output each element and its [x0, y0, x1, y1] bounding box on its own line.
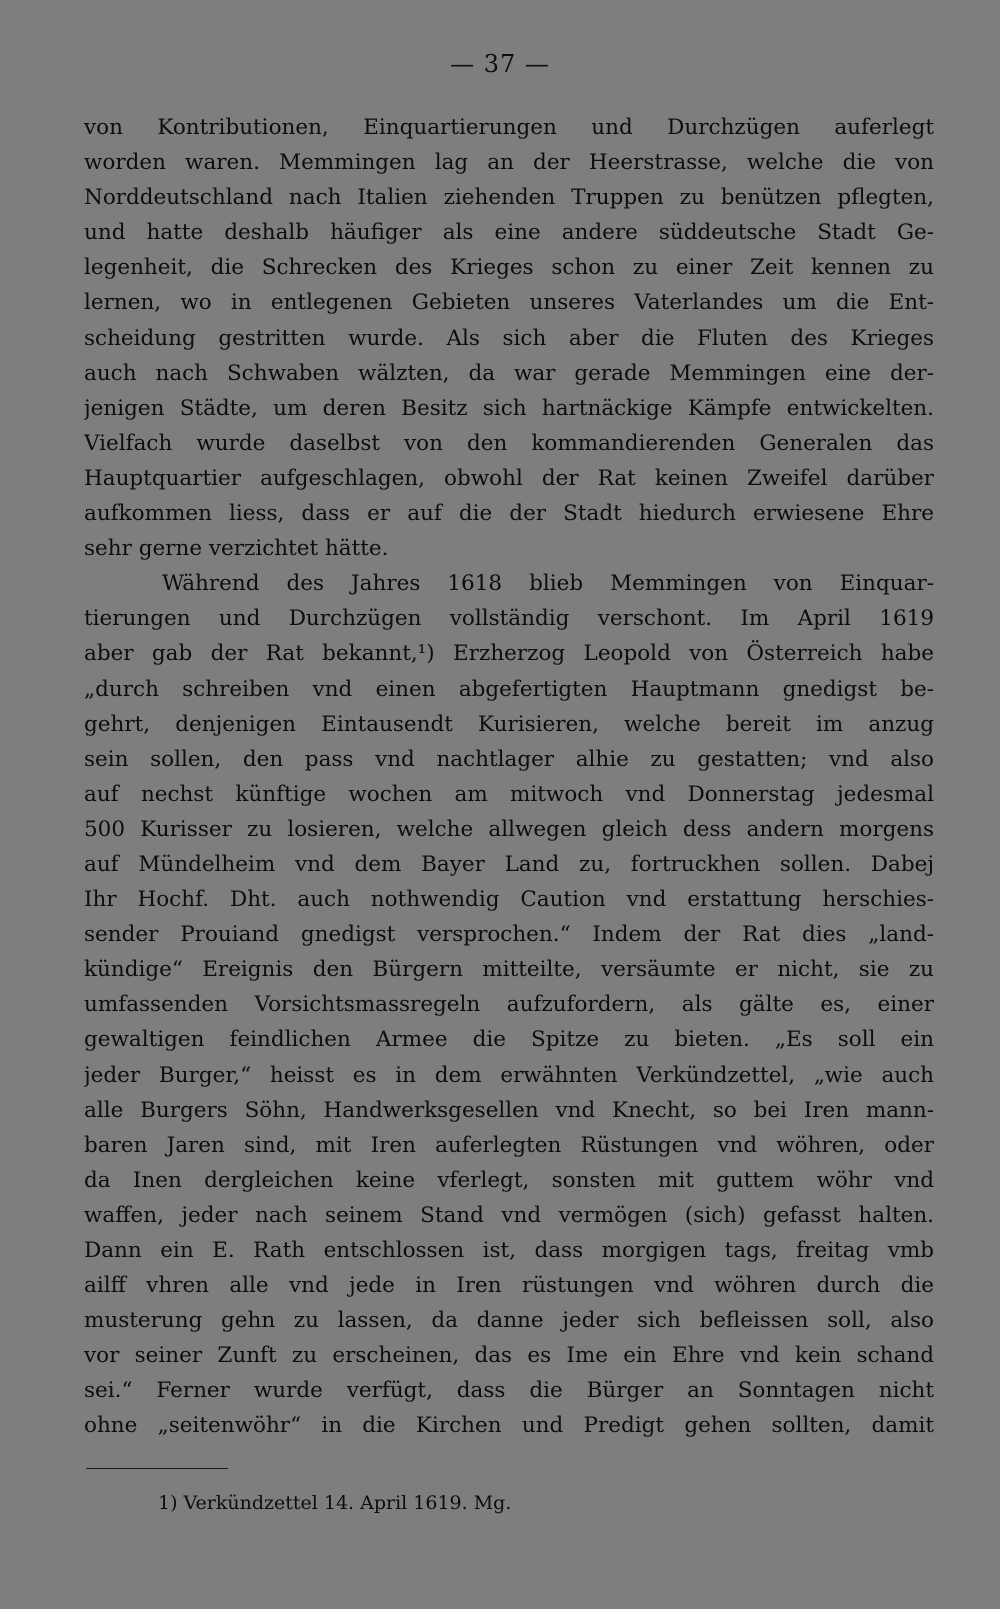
text-line: sender Prouiand gnedigst versprochen.“ Indem der Rat dies „land- — [84, 922, 934, 948]
text-line: jeder Burger,“ heisst es in dem erwähnten Verkündzettel, „wie auch — [84, 1062, 934, 1088]
text-line: scheidung gestritten wurde. Als sich aber die Fluten des Krieges — [84, 325, 934, 351]
text-line: auf Mündelheim vnd dem Bayer Land zu, fortruckhen sollen. Dabej — [84, 851, 934, 877]
body-text — [84, 110, 934, 1444]
text-line: kündige“ Ereignis den Bürgern mitteilte, versäumte er nicht, sie zu — [84, 957, 934, 983]
text-line: vor seiner Zunft zu erscheinen, das es Ime ein Ehre vnd kein schand — [84, 1343, 934, 1369]
text-line: jenigen Städte, um deren Besitz sich hartnäckige Kämpfe entwickelten. — [84, 395, 934, 421]
text-line: Hauptquartier aufgeschlagen, obwohl der Rat keinen Zweifel darüber — [84, 465, 934, 491]
text-line: Während des Jahres 1618 blieb Memmingen von Einquar- — [162, 571, 934, 597]
text-line: sehr gerne verzichtet hätte. — [84, 536, 389, 562]
text-line: tierungen und Durchzügen vollständig verschont. Im April 1619 — [84, 606, 934, 632]
text-line: Norddeutschland nach Italien ziehenden Truppen zu benützen pflegten, — [84, 185, 934, 211]
text-line: waffen, jeder nach seinem Stand vnd vermögen (sich) gefasst halten. — [84, 1202, 934, 1228]
text-line: „durch schreiben vnd einen abgefertigten Hauptmann gnedigst be- — [84, 676, 934, 702]
text-line: sein sollen, den pass vnd nachtlager alhie zu gestatten; vnd also — [84, 746, 934, 772]
text-line: auch nach Schwaben wälzten, da war gerade Memmingen eine der- — [84, 360, 934, 386]
text-line: Dann ein E. Rath entschlossen ist, dass morgigen tags, freitag vmb — [84, 1238, 934, 1263]
text-line: und hatte deshalb häufiger als eine andere süddeutsche Stadt Ge- — [84, 220, 934, 246]
text-line: umfassenden Vorsichtsmassregeln aufzufordern, als gälte es, einer — [84, 992, 934, 1018]
text-line: lernen, wo in entlegenen Gebieten unseres Vaterlandes um die Ent- — [84, 290, 934, 316]
text-line: baren Jaren sind, mit Iren auferlegten Rüstungen vnd wöhren, oder — [84, 1132, 934, 1158]
page-number: — 37 — — [450, 50, 550, 78]
text-line: aber gab der Rat bekannt,¹) Erzherzog Leopold von Österreich habe — [84, 641, 934, 667]
text-line: von Kontributionen, Einquartierungen und Durchzügen auferlegt — [84, 115, 934, 140]
text-line: gewaltigen feindlichen Armee die Spitze zu bieten. „Es soll ein — [84, 1027, 934, 1053]
footnote-rule — [86, 1468, 228, 1469]
text-line: ohne „seitenwöhr“ in die Kirchen und Predigt gehen sollten, damit — [84, 1413, 934, 1439]
text-line: gehrt, denjenigen Eintausendt Kurisieren, welche bereit im anzug — [84, 711, 934, 737]
text-line: worden waren. Memmingen lag an der Heerstrasse, welche die von — [84, 150, 934, 176]
text-line: da Inen dergleichen keine vferlegt, sonsten mit guttem wöhr vnd — [84, 1167, 934, 1193]
text-line: Ihr Hochf. Dht. auch nothwendig Caution vnd erstattung herschies- — [84, 887, 934, 913]
text-line: ailff vhren alle vnd jede in Iren rüstungen vnd wöhren durch die — [84, 1273, 934, 1299]
text-line: 500 Kurisser zu losieren, welche allwegen gleich dess andern morgens — [84, 816, 934, 842]
text-line: Vielfach wurde daselbst von den kommandierenden Generalen das — [84, 430, 934, 456]
text-line: musterung gehn zu lassen, da danne jeder sich befleissen soll, also — [84, 1308, 934, 1334]
text-line: sei.“ Ferner wurde verfügt, dass die Bürger an Sonntagen nicht — [84, 1378, 934, 1404]
text-line: auf nechst künftige wochen am mitwoch vnd Donnerstag jedesmal — [84, 781, 934, 807]
text-line: alle Burgers Söhn, Handwerksgesellen vnd Knecht, so bei Iren mann- — [84, 1097, 934, 1123]
text-line: aufkommen liess, dass er auf die der Stadt hiedurch erwiesene Ehre — [84, 501, 934, 527]
footnote: 1) Verkündzettel 14. April 1619. Mg. — [158, 1492, 512, 1514]
text-line: legenheit, die Schrecken des Krieges schon zu einer Zeit kennen zu — [84, 255, 934, 281]
